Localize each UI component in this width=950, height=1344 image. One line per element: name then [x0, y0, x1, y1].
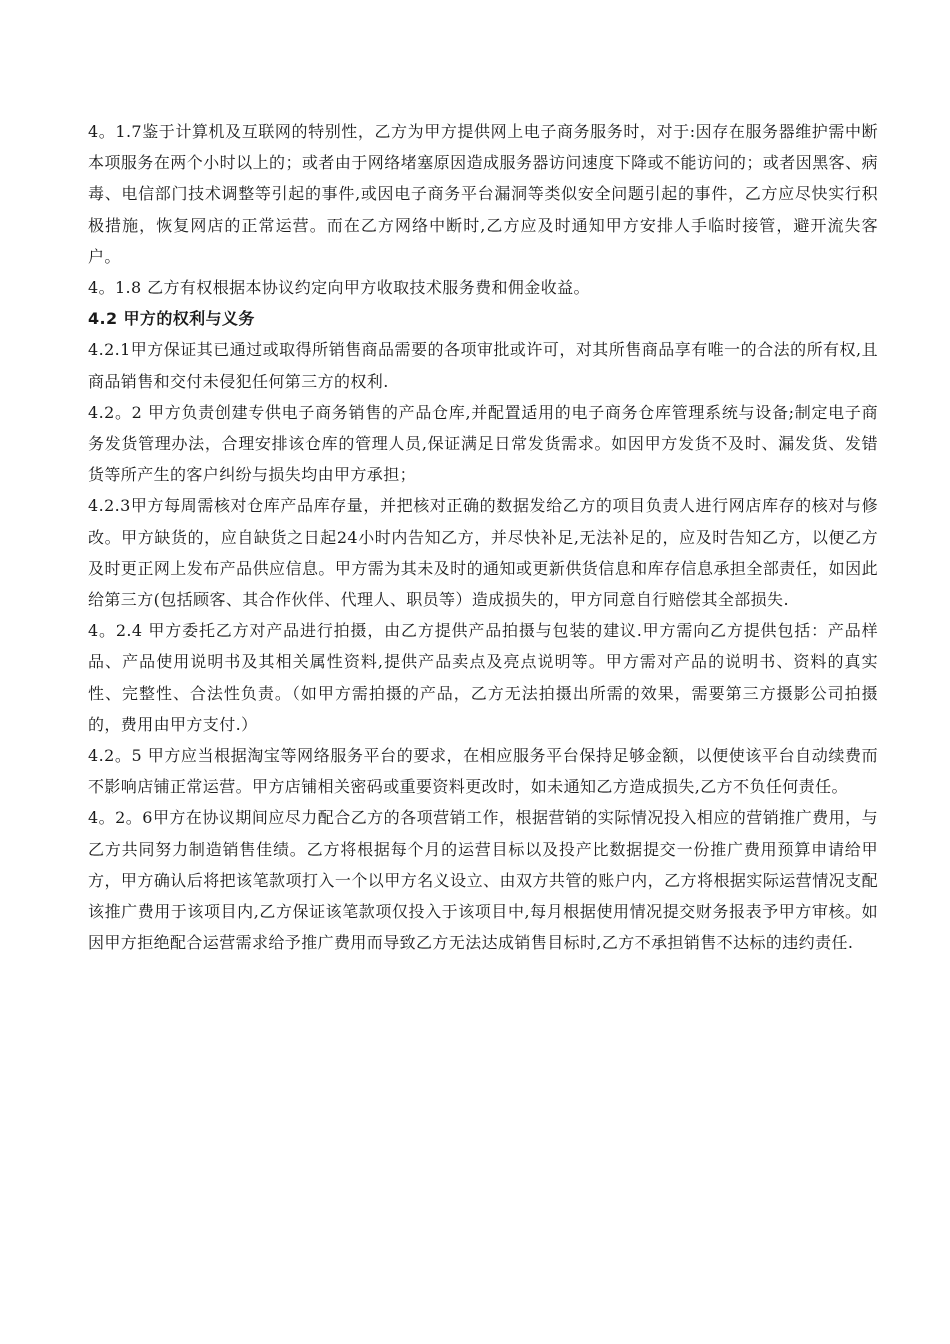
clause-4-2-2: 4.2。2 甲方负责创建专供电子商务销售的产品仓库,并配置适用的电子商务仓库管理系统与设备;制定电子商务发货管理办法，合理安排该仓库的管理人员,保证满足日常发货需求。如因甲方发货不及时、漏发货、发错货等所产生的客户纠纷与损失均由甲方承担； [88, 402, 878, 485]
clause-4-1-7: 4。1.7鉴于计算机及互联网的特别性，乙方为甲方提供网上电子商务服务时，对于:因存在服务器维护需中断本项服务在两个小时以上的；或者由于网络堵塞原因造成服务器访问速度下降或不能访问的；或者因黑客、病毒、电信部门技术调整等引起的事件,或因电子商务平台漏洞等类似安全问题引起的事件，乙方应尽快实行积极措施，恢复网店的正常运营。而在乙方网络中断时,乙方应及时通知甲方安排人手临时接管，避开流失客户。 [88, 122, 878, 266]
clause-4-2-6: 4。2。6甲方在协议期间应尽力配合乙方的各项营销工作，根据营销的实际情况投入相应的营销推广费用，与乙方共同努力制造销售佳绩。乙方将根据每个月的运营目标以及投产比数据提交一份推广费用预算申请给甲方，甲方确认后将把该笔款项打入一个以甲方名义设立、由双方共管的账户内，乙方将根据实际运营情况支配该推广费用于该项目内,乙方保证该笔款项仅投入于该项目中,每月根据使用情况提交财务报表予甲方审核。如因甲方拒绝配合运营需求给予推广费用而导致乙方无法达成销售目标时,乙方不承担销售不达标的违约责任. [88, 808, 878, 953]
clause-4-2-3: 4.2.3甲方每周需核对仓库产品库存量，并把核对正确的数据发给乙方的项目负责人进行网店库存的核对与修改。甲方缺货的，应自缺货之日起24小时内告知乙方，并尽快补足,无法补足的，应及时告知乙方，以便乙方及时更正网上发布产品供应信息。甲方需为其未及时的通知或更新供货信息和库存信息承担全部责任，如因此给第三方(包括顾客、其合作伙伴、代理人、职员等）造成损失的，甲方同意自行赔偿其全部损失. [88, 496, 878, 610]
clause-4-2-1: 4.2.1甲方保证其已通过或取得所销售商品需要的各项审批或许可，对其所售商品享有唯一的合法的所有权,且商品销售和交付未侵犯任何第三方的权利. [88, 340, 878, 391]
section-heading-4-2: 4.2 甲方的权利与义务 [88, 309, 255, 329]
clause-4-2-4: 4。2.4 甲方委托乙方对产品进行拍摄，由乙方提供产品拍摄与包装的建议.甲方需向乙方提供包括：产品样品、产品使用说明书及其相关属性资料,提供产品卖点及亮点说明等。甲方需对产品的说明书、资料的真实性、完整性、合法性负责。（如甲方需拍摄的产品，乙方无法拍摄出所需的效果，需要第三方摄影公司拍摄的，费用由甲方支付.） [88, 621, 878, 734]
document-body [88, 116, 878, 958]
clause-4-2-5: 4.2。5 甲方应当根据淘宝等网络服务平台的要求，在相应服务平台保持足够金额，以便使该平台自动续费而不影响店铺正常运营。甲方店铺相关密码或重要资料更改时，如未通知乙方造成损失,乙方不负任何责任。 [88, 746, 878, 797]
clause-4-1-8: 4。1.8 乙方有权根据本协议约定向甲方收取技术服务费和佣金收益。 [88, 278, 590, 298]
